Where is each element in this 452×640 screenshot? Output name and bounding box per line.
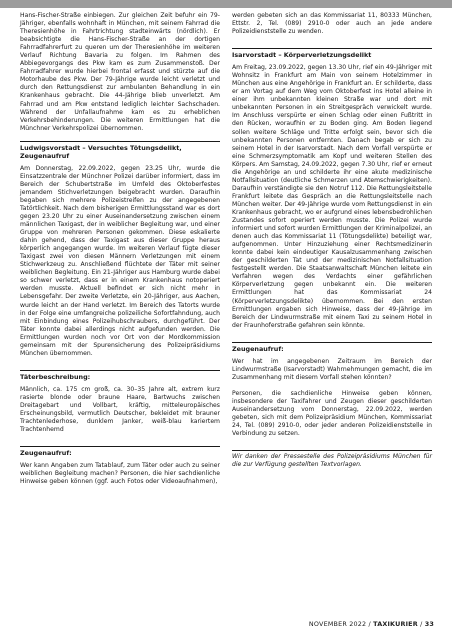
isarvorstadt-paragraph: Am Freitag, 23.09.2022, gegen 13.30 Uhr, rief ein 49-Jähriger mit Wohnsitz in Frankfurt am Main von seinem Hotelzimmer in München aus eine Angehörige in Frankfurt an. Er schilderte, dass er am Vortag auf dem Weg vom Oktoberfest ins Hotel alleine in einer ihm unbekannten kleinen Straße war und dort mit unbekannten Personen in ein Streitgespräch verwickelt wurde. Im Anschluss verspürte er einen Schlag oder einen Fußtritt in den Rücken, woraufhin er zu Boden ging. Am Boden liegend sollen weitere Schläge und Tritte erfolgt sein, bevor sich die unbekannten Personen entfernten. Danach begab er sich zu seinem Hotel in der Isarvorstadt. Nach dem Vorfall verspürte er eine Schmerzsymptomatik am Kopf und weiteren Stellen des Körpers. Am Samstag, 24.09.2022, gegen 7.30 Uhr, rief er erneut die Angehörige an und schilderte ihr eine akute medizinische Notfallsituation (deutliche Schmerzen und Atemschwierigkeiten). Daraufhin verständigte sie den Notruf 112. Die Rettungsleitstelle Frankfurt leitete das Gespräch an die Rettungsleitstelle nach München weiter. Der 49-Jährige wurde vom Rettungsdienst in ein Krankenhaus gebracht, wo er aufgrund eines lebensbedrohlichen Zustandes sofort operiert werden musste. Die Polizei wurde informiert und sofort wurden Ermittlungen der Kriminalpolizei, an denen auch das Kommissariat 11 (Tötungsdelikte) beteiligt war, aufgenommen. Unter Hinzuziehung einer Rechtsmedizinerin konnte dabei kein eindeutiger Kausalzusammenhang zwischen der geschilderten Tat und der medizinischen Notfallsituation festgestellt werden. Die Staatsanwaltschaft München leitete ein Verfahren wegen des Verdachts einer gefährlichen Körperverletzung gegen unbekannt ein. Die weiteren Ermittlungen hat das Kommissariat 24 (Körperverletzungsdelikte) übernommen. Bei den ersten Ermittlungen ergaben sich Hinweise, dass der 49-Jährige im Bereich der Lindwurmstraße mit einem Taxi zu seinem Hotel in der Fraunhoferstraße gefahren sein könnte. bbox=[232, 64, 432, 329]
footer-issue: NOVEMBER 2022 bbox=[308, 620, 367, 628]
zeugenaufruf-right-paragraph-1: Wer hat im angegebenen Zeitraum im Bereich der Lindwurmstraße (Isarvorstadt) Wahrnehmungen gemacht, die im Zusammenhang mit diesem Vorfall stehen könnten? bbox=[232, 357, 432, 381]
ludwigsvorstadt-paragraph: Am Donnerstag, 22.09.2022, gegen 23.25 Uhr, wurde die Einsatzzentrale der Münchner Polizei darüber informiert, dass im Bereich der Schubertstraße im Umfeld des Oktoberfestes jemandem Stichverletzungen beigebracht wurden. Daraufhin begaben sich mehrere Polizeistreifen zu der angegebenen Tatörtlichkeit. Nach dem bisherigen Ermittlungsstand war es dort gegen 23.20 Uhr zu einer Auseinandersetzung zwischen einem männlichen Taxigast, der in weiblicher Begleitung war, und einer Gruppe von mehreren Personen gekommen. Diese eskalierte dahin gehend, dass der Taxigast aus dieser Gruppe heraus körperlich angegangen wurde. Im weiteren Verlauf fügte dieser Taxigast zwei von diesen Männern Verletzungen mit einem Stichwerkzeug zu. Anschließend flüchtete der Täter mit seiner weiblichen Begleitung. Ein 21-Jähriger aus Hamburg wurde dabei so schwer verletzt, dass er in einem Krankenhaus notoperiert werden musste. Aktuell befindet er sich nicht mehr in Lebensgefahr. Der zweite Verletzte, ein 20-Jähriger, aus Aachen, wurde leicht an der Hand verletzt. Im Bereich des Tatorts wurde in der Folge eine umfangreiche polizeiliche Sofortfahndung, auch mit Einbindung eines Polizeihubschraubers, durchgeführt. Der Täter konnte dabei allerdings nicht aufgefunden werden. Die Ermittlungen wurden noch vor Ort von der Mordkommission gemeinsam mit der Spurensicherung des Polizeipräsidiums München übernommen. bbox=[20, 164, 220, 357]
section-rule bbox=[232, 342, 432, 343]
section-rule bbox=[232, 48, 432, 49]
section-rule bbox=[232, 450, 432, 451]
footer-magazine: TAXIKURIER bbox=[373, 620, 418, 628]
top-color-bar bbox=[0, 0, 452, 8]
section-heading-ludwigsvorstadt: Ludwigsvorstadt – Versuchtes Tötungsdelikt, Zeugenaufruf bbox=[20, 143, 182, 160]
section-rule bbox=[20, 446, 220, 447]
section-heading-zeugenaufruf-left: Zeugenaufruf: bbox=[20, 449, 72, 458]
credit-note: Wir danken der Pressestelle des Polizeipräsidiums München für die zur Verfügung gestellten Textvorlagen. bbox=[232, 453, 432, 469]
footer-separator: / bbox=[368, 620, 374, 628]
right-column bbox=[232, 12, 432, 469]
section-rule bbox=[20, 370, 220, 371]
page-footer bbox=[309, 620, 434, 628]
zeugenaufruf-left-paragraph: Wer kann Angaben zum Tatablauf, zum Täter oder auch zu seiner weiblichen Begleitung machen? Personen, die hier sachdienliche Hinweise geben können (ggf. auch Fotos oder Videoaufnahmen), bbox=[20, 462, 220, 486]
left-column bbox=[20, 12, 220, 486]
footer-page-number: 33 bbox=[424, 620, 434, 628]
left-intro-paragraph: Hans-Fischer-Straße einbiegen. Zur gleichen Zeit befuhr ein 79-Jähriger, ebenfalls wohnhaft in München, mit seinem Fahrrad die Theresienhöhe in Fahrtrichtung stadteinwärts (nördlich). Er beabsichtigte die Hans-Fischer-Straße an der dortigen Fahrradfahrerfurt zu queren um der Theresienhöhe im weiteren Verlauf Richtung Bavaria zu folgen. Im Rahmen des Abbiegevorgangs des Pkw kam es zum Zusammenstoß. Der Fahrradfahrer wurde hierbei frontal erfasst und stürzte auf die Motorhaube des Pkw. Der 79-Jährige wurde leicht verletzt und durch den Rettungsdienst zur ambulanten Behandlung in ein Krankenhaus gebracht. Die 44-Jährige blieb unverletzt. Am Fahrrad und am Pkw entstand lediglich leichter Sachschaden. Während der Unfallaufnahme kam es zu erheblichen Verkehrsbehinderungen. Die weiteren Ermittlungen hat die Münchner Verkehrspolizei übernommen. bbox=[20, 12, 220, 132]
footer-separator: / bbox=[420, 620, 425, 628]
right-intro-paragraph: werden gebeten sich an das Kommissariat 11, 80333 München, Ettstr. 2, Tel. (089) 2910-0 oder auch an jede andere Polizeidienststelle zu wenden. bbox=[232, 12, 432, 36]
section-heading-zeugenaufruf-right: Zeugenaufruf: bbox=[232, 344, 284, 353]
taeterbeschreibung-paragraph: Männlich, ca. 175 cm groß, ca. 30–35 Jahre alt, extrem kurz rasierte blonde oder braune Haare, Bartwuchs zwischen Dreitagebart und Vollbart, kräftig, mitteleuropäisches Erscheinungsbild, vermutlich Deutscher, bekleidet mit brauner Trachtenlederhose, dunklem Janker, weiß-blau kariertem Trachtenhemd bbox=[20, 385, 220, 434]
zeugenaufruf-right-paragraph-2: Personen, die sachdienliche Hinweise geben können, insbesondere der Taxifahrer und Zeugen dieser geschilderten Auseinandersetzung vom Donnerstag, 22.09.2022, werden gebeten, sich mit dem Polizeipräsidium München, Kommissariat 24, Tel. (089) 2910-0, oder jeder anderen Polizeidienststelle in Verbindung zu setzen. bbox=[232, 389, 432, 438]
section-rule bbox=[20, 141, 220, 142]
section-heading-isarvorstadt: Isarvorstadt – Körperverletzungsdelikt bbox=[232, 51, 372, 60]
section-heading-taeterbeschreibung: Täterbeschreibung: bbox=[20, 372, 91, 381]
